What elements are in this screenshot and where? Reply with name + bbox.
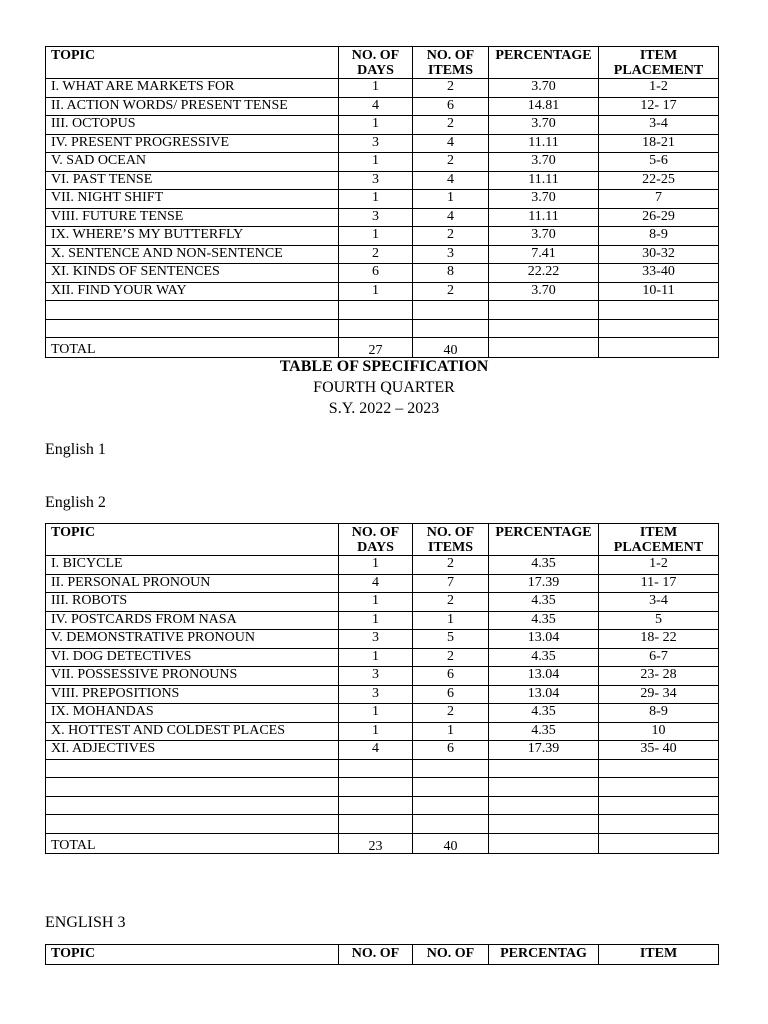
cell-days: 1 — [339, 79, 413, 98]
cell-percentage: 11.11 — [489, 134, 599, 153]
table-row — [46, 190, 719, 209]
cell-percentage: 13.04 — [489, 667, 599, 686]
table-english-2 — [45, 523, 719, 854]
cell-topic: IV. PRESENT PROGRESSIVE — [46, 134, 339, 153]
quarter-label: FOURTH QUARTER — [313, 379, 455, 396]
table-row — [46, 574, 719, 593]
cell-percentage: 3.70 — [489, 190, 599, 209]
cell-days: 1 — [339, 116, 413, 135]
cell-items: 6 — [413, 97, 489, 116]
cell-percentage: 3.70 — [489, 79, 599, 98]
table-body — [46, 556, 719, 834]
total-items: 40 — [413, 338, 489, 358]
cell-topic — [46, 815, 339, 834]
header-topic: TOPIC — [46, 524, 339, 556]
table-row — [46, 667, 719, 686]
table-row — [46, 611, 719, 630]
cell-item-placement: 3-4 — [599, 116, 719, 135]
table-row — [46, 556, 719, 575]
cell-topic: XI. ADJECTIVES — [46, 741, 339, 760]
cell-days — [339, 778, 413, 797]
cell-topic: VII. NIGHT SHIFT — [46, 190, 339, 209]
cell-items: 2 — [413, 79, 489, 98]
total-days: 27 — [339, 338, 413, 358]
table-row — [46, 741, 719, 760]
table-row — [46, 116, 719, 135]
cell-days — [339, 319, 413, 338]
cell-percentage: 22.22 — [489, 264, 599, 283]
cell-days — [339, 759, 413, 778]
english-1-heading: English 1 — [45, 441, 106, 458]
cell-item-placement: 5-6 — [599, 153, 719, 172]
cell-days: 2 — [339, 245, 413, 264]
table-row — [46, 722, 719, 741]
header-percentage: PERCENTAGE — [489, 524, 599, 556]
school-year: S.Y. 2022 – 2023 — [328, 400, 440, 417]
table-row — [46, 759, 719, 778]
cell-items: 1 — [413, 722, 489, 741]
cell-items: 4 — [413, 134, 489, 153]
table-header-row — [46, 945, 719, 965]
cell-item-placement: 8-9 — [599, 704, 719, 723]
cell-items: 2 — [413, 153, 489, 172]
cell-topic: X. HOTTEST AND COLDEST PLACES — [46, 722, 339, 741]
cell-item-placement — [599, 319, 719, 338]
table-header-row — [46, 47, 719, 79]
cell-days: 1 — [339, 556, 413, 575]
cell-topic: III. ROBOTS — [46, 593, 339, 612]
total-percentage — [489, 338, 599, 358]
cell-item-placement — [599, 815, 719, 834]
table-header-row — [46, 524, 719, 556]
table-row — [46, 79, 719, 98]
cell-percentage: 4.35 — [489, 593, 599, 612]
cell-items: 8 — [413, 264, 489, 283]
header-items: NO. OF — [413, 945, 489, 965]
cell-percentage: 13.04 — [489, 630, 599, 649]
cell-items — [413, 778, 489, 797]
table-english-1 — [45, 46, 719, 358]
cell-item-placement: 33-40 — [599, 264, 719, 283]
cell-item-placement: 5 — [599, 611, 719, 630]
cell-topic: V. DEMONSTRATIVE PRONOUN — [46, 630, 339, 649]
cell-percentage: 17.39 — [489, 574, 599, 593]
cell-topic: I. WHAT ARE MARKETS FOR — [46, 79, 339, 98]
total-percentage — [489, 833, 599, 853]
header-topic: TOPIC — [46, 47, 339, 79]
cell-topic: X. SENTENCE AND NON-SENTENCE — [46, 245, 339, 264]
cell-item-placement: 7 — [599, 190, 719, 209]
cell-topic: IX. MOHANDAS — [46, 704, 339, 723]
header-item-placement: ITEM PLACEMENT — [599, 47, 719, 79]
cell-percentage — [489, 759, 599, 778]
cell-item-placement — [599, 301, 719, 320]
table-row — [46, 648, 719, 667]
cell-percentage: 4.35 — [489, 704, 599, 723]
cell-items: 1 — [413, 611, 489, 630]
cell-days: 1 — [339, 593, 413, 612]
cell-items: 6 — [413, 667, 489, 686]
table-row — [46, 796, 719, 815]
cell-items: 2 — [413, 648, 489, 667]
cell-days: 6 — [339, 264, 413, 283]
cell-days: 1 — [339, 722, 413, 741]
header-percentage: PERCENTAGE — [489, 47, 599, 79]
cell-days: 1 — [339, 227, 413, 246]
cell-items: 6 — [413, 685, 489, 704]
cell-topic: II. ACTION WORDS/ PRESENT TENSE — [46, 97, 339, 116]
cell-percentage: 3.70 — [489, 116, 599, 135]
table-row — [46, 153, 719, 172]
cell-items: 6 — [413, 741, 489, 760]
header-item-placement: ITEM — [599, 945, 719, 965]
header-items: NO. OF ITEMS — [413, 524, 489, 556]
cell-percentage: 4.35 — [489, 556, 599, 575]
english-2-heading: English 2 — [45, 494, 106, 511]
cell-days: 3 — [339, 208, 413, 227]
cell-days: 4 — [339, 741, 413, 760]
cell-topic: IV. POSTCARDS FROM NASA — [46, 611, 339, 630]
cell-item-placement — [599, 759, 719, 778]
cell-item-placement: 29- 34 — [599, 685, 719, 704]
cell-items — [413, 301, 489, 320]
total-row — [46, 338, 719, 358]
total-label: TOTAL — [46, 338, 339, 358]
table-row — [46, 778, 719, 797]
cell-item-placement: 8-9 — [599, 227, 719, 246]
table-body — [46, 79, 719, 338]
cell-percentage — [489, 796, 599, 815]
cell-topic: VIII. PREPOSITIONS — [46, 685, 339, 704]
cell-items: 2 — [413, 556, 489, 575]
table-row — [46, 97, 719, 116]
cell-items: 3 — [413, 245, 489, 264]
cell-item-placement: 18-21 — [599, 134, 719, 153]
cell-item-placement: 10-11 — [599, 282, 719, 301]
cell-days — [339, 796, 413, 815]
header-days: NO. OF DAYS — [339, 524, 413, 556]
cell-item-placement: 22-25 — [599, 171, 719, 190]
cell-topic — [46, 778, 339, 797]
cell-percentage: 7.41 — [489, 245, 599, 264]
cell-topic: III. OCTOPUS — [46, 116, 339, 135]
cell-topic: VI. PAST TENSE — [46, 171, 339, 190]
table-row — [46, 282, 719, 301]
cell-items: 2 — [413, 282, 489, 301]
total-label: TOTAL — [46, 833, 339, 853]
cell-percentage — [489, 301, 599, 320]
cell-topic: VII. POSSESSIVE PRONOUNS — [46, 667, 339, 686]
table-row — [46, 227, 719, 246]
cell-topic — [46, 319, 339, 338]
cell-percentage: 13.04 — [489, 685, 599, 704]
cell-days: 1 — [339, 648, 413, 667]
cell-items: 5 — [413, 630, 489, 649]
cell-percentage: 3.70 — [489, 282, 599, 301]
total-item-placement — [599, 338, 719, 358]
cell-days — [339, 815, 413, 834]
cell-item-placement — [599, 778, 719, 797]
header-topic: TOPIC — [46, 945, 339, 965]
cell-percentage: 14.81 — [489, 97, 599, 116]
cell-days: 1 — [339, 704, 413, 723]
total-row — [46, 833, 719, 853]
cell-percentage — [489, 815, 599, 834]
cell-items: 2 — [413, 227, 489, 246]
cell-days: 1 — [339, 153, 413, 172]
header-item-placement: ITEM PLACEMENT — [599, 524, 719, 556]
cell-items: 2 — [413, 593, 489, 612]
table-row — [46, 134, 719, 153]
table-row — [46, 301, 719, 320]
cell-items: 7 — [413, 574, 489, 593]
table-row — [46, 208, 719, 227]
total-days: 23 — [339, 833, 413, 853]
cell-days: 4 — [339, 97, 413, 116]
cell-days — [339, 301, 413, 320]
cell-item-placement: 1-2 — [599, 79, 719, 98]
table-english-3 — [45, 944, 719, 965]
cell-items: 2 — [413, 704, 489, 723]
cell-percentage: 11.11 — [489, 171, 599, 190]
cell-topic: IX. WHERE’S MY BUTTERFLY — [46, 227, 339, 246]
cell-percentage: 4.35 — [489, 648, 599, 667]
cell-item-placement: 6-7 — [599, 648, 719, 667]
cell-days: 3 — [339, 685, 413, 704]
header-percentage: PERCENTAG — [489, 945, 599, 965]
cell-topic — [46, 759, 339, 778]
cell-topic: XI. KINDS OF SENTENCES — [46, 264, 339, 283]
cell-days: 3 — [339, 630, 413, 649]
document-title: TABLE OF SPECIFICATION — [279, 358, 489, 375]
cell-item-placement: 10 — [599, 722, 719, 741]
cell-percentage: 17.39 — [489, 741, 599, 760]
cell-items — [413, 319, 489, 338]
cell-items — [413, 759, 489, 778]
cell-topic: V. SAD OCEAN — [46, 153, 339, 172]
table-row — [46, 171, 719, 190]
table-row — [46, 685, 719, 704]
table-row — [46, 630, 719, 649]
cell-item-placement — [599, 796, 719, 815]
cell-percentage: 3.70 — [489, 153, 599, 172]
cell-days: 1 — [339, 611, 413, 630]
table-row — [46, 264, 719, 283]
cell-topic: II. PERSONAL PRONOUN — [46, 574, 339, 593]
cell-item-placement: 30-32 — [599, 245, 719, 264]
cell-item-placement: 11- 17 — [599, 574, 719, 593]
cell-topic: XII. FIND YOUR WAY — [46, 282, 339, 301]
table-row — [46, 319, 719, 338]
cell-item-placement: 18- 22 — [599, 630, 719, 649]
cell-days: 1 — [339, 282, 413, 301]
cell-item-placement: 35- 40 — [599, 741, 719, 760]
cell-item-placement: 23- 28 — [599, 667, 719, 686]
cell-items: 4 — [413, 208, 489, 227]
cell-item-placement: 3-4 — [599, 593, 719, 612]
cell-items — [413, 815, 489, 834]
table-row — [46, 245, 719, 264]
header-items: NO. OF ITEMS — [413, 47, 489, 79]
table-row — [46, 815, 719, 834]
cell-days: 1 — [339, 190, 413, 209]
total-items: 40 — [413, 833, 489, 853]
cell-percentage: 3.70 — [489, 227, 599, 246]
cell-percentage — [489, 778, 599, 797]
header-days: NO. OF — [339, 945, 413, 965]
cell-items: 2 — [413, 116, 489, 135]
cell-items — [413, 796, 489, 815]
table-row — [46, 593, 719, 612]
cell-percentage — [489, 319, 599, 338]
english-3-heading: ENGLISH 3 — [45, 914, 126, 931]
cell-topic: I. BICYCLE — [46, 556, 339, 575]
cell-item-placement: 12- 17 — [599, 97, 719, 116]
cell-item-placement: 26-29 — [599, 208, 719, 227]
cell-days: 4 — [339, 574, 413, 593]
cell-topic — [46, 301, 339, 320]
cell-topic — [46, 796, 339, 815]
cell-item-placement: 1-2 — [599, 556, 719, 575]
cell-days: 3 — [339, 667, 413, 686]
table-row — [46, 704, 719, 723]
cell-percentage: 4.35 — [489, 611, 599, 630]
cell-topic: VI. DOG DETECTIVES — [46, 648, 339, 667]
cell-items: 4 — [413, 171, 489, 190]
header-days: NO. OF DAYS — [339, 47, 413, 79]
cell-percentage: 11.11 — [489, 208, 599, 227]
total-item-placement — [599, 833, 719, 853]
cell-percentage: 4.35 — [489, 722, 599, 741]
cell-items: 1 — [413, 190, 489, 209]
cell-days: 3 — [339, 171, 413, 190]
cell-topic: VIII. FUTURE TENSE — [46, 208, 339, 227]
cell-days: 3 — [339, 134, 413, 153]
